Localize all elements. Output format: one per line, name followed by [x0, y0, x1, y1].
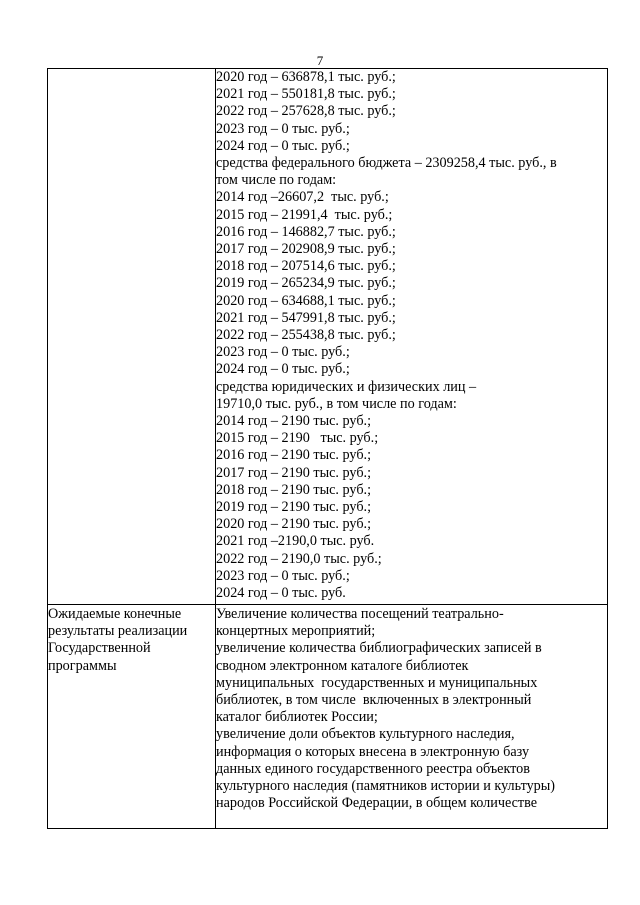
- text-line: увеличение доли объектов культурного наследия,: [216, 726, 515, 743]
- page-number: 7: [316, 53, 324, 68]
- text-line: сводном электронном каталоге библиотек: [216, 657, 469, 674]
- text-line: 2019 год – 265234,9 тыс. руб.;: [216, 275, 396, 292]
- text-line: народов Российской Федерации, в общем количестве: [216, 795, 538, 812]
- row-label-cell: [48, 69, 216, 605]
- expected-results-value-cell: [216, 605, 608, 829]
- text-line: средства федерального бюджета – 2309258,4 тыс. руб., в: [216, 155, 557, 172]
- expected-results-label-cell: [48, 605, 216, 829]
- text-line: том числе по годам:: [216, 172, 337, 189]
- expected-results-lines: [216, 606, 607, 812]
- text-line: 2017 год – 202908,9 тыс. руб.;: [216, 241, 396, 258]
- text-line: каталог библиотек России;: [216, 709, 378, 726]
- text-line: 2023 год – 0 тыс. руб.;: [216, 567, 350, 584]
- text-line: 2024 год – 0 тыс. руб.;: [216, 361, 350, 378]
- text-line: муниципальных государственных и муниципальных: [216, 674, 538, 691]
- text-line: 2021 год – 547991,8 тыс. руб.;: [216, 309, 396, 326]
- program-passport-table: [47, 68, 608, 829]
- text-line: 2014 год – 2190 тыс. руб.;: [216, 413, 372, 430]
- label-line: Ожидаемые конечные: [48, 606, 182, 622]
- text-line: библиотек, в том числе включенных в электронный: [216, 692, 532, 709]
- text-line: 2018 год – 207514,6 тыс. руб.;: [216, 258, 396, 275]
- text-line: 2020 год – 2190 тыс. руб.;: [216, 516, 372, 533]
- text-line: 2022 год – 257628,8 тыс. руб.;: [216, 103, 396, 120]
- text-line: 2014 год –26607,2 тыс. руб.;: [216, 189, 389, 206]
- text-line: 2024 год – 0 тыс. руб.: [216, 585, 346, 602]
- text-line: 2022 год – 255438,8 тыс. руб.;: [216, 327, 396, 344]
- label-line: программы: [48, 657, 117, 674]
- text-line: 2018 год – 2190 тыс. руб.;: [216, 481, 372, 498]
- text-line: средства юридических и физических лиц –: [216, 378, 477, 395]
- financing-lines: [216, 69, 607, 602]
- text-line: 2017 год – 2190 тыс. руб.;: [216, 464, 372, 481]
- text-line: 2016 год – 146882,7 тыс. руб.;: [216, 223, 396, 240]
- text-line: 2023 год – 0 тыс. руб.;: [216, 344, 350, 361]
- text-line: 2022 год – 2190,0 тыс. руб.;: [216, 550, 382, 567]
- label-line: результаты реализации: [48, 623, 188, 640]
- text-line: Увеличение количества посещений театрально-: [216, 606, 504, 622]
- expected-results-label: [48, 606, 215, 675]
- text-line: 2016 год – 2190 тыс. руб.;: [216, 447, 372, 464]
- text-line: 2021 год –2190,0 тыс. руб.: [216, 533, 375, 550]
- text-line: 2023 год – 0 тыс. руб.;: [216, 120, 350, 137]
- table-row-financing: [48, 69, 608, 605]
- text-line: концертных мероприятий;: [216, 623, 376, 640]
- label-line: Государственной: [48, 640, 151, 657]
- text-line: культурного наследия (памятников истории и культуры): [216, 778, 556, 795]
- text-line: 19710,0 тыс. руб., в том числе по годам:: [216, 395, 457, 412]
- financing-value-cell: [216, 69, 608, 605]
- text-line: 2015 год – 21991,4 тыс. руб.;: [216, 206, 393, 223]
- text-line: данных единого государственного реестра объектов: [216, 760, 530, 777]
- table-row-expected-results: [48, 605, 608, 829]
- text-line: увеличение количества библиографических записей в: [216, 640, 542, 657]
- text-line: информация о которых внесена в электронную базу: [216, 743, 530, 760]
- text-line: 2024 год – 0 тыс. руб.;: [216, 137, 350, 154]
- text-line: 2019 год – 2190 тыс. руб.;: [216, 499, 372, 516]
- text-line: 2020 год – 634688,1 тыс. руб.;: [216, 292, 396, 309]
- text-line: 2015 год – 2190 тыс. руб.;: [216, 430, 379, 447]
- text-line: 2021 год – 550181,8 тыс. руб.;: [216, 86, 396, 103]
- text-line: 2020 год – 636878,1 тыс. руб.;: [216, 69, 396, 85]
